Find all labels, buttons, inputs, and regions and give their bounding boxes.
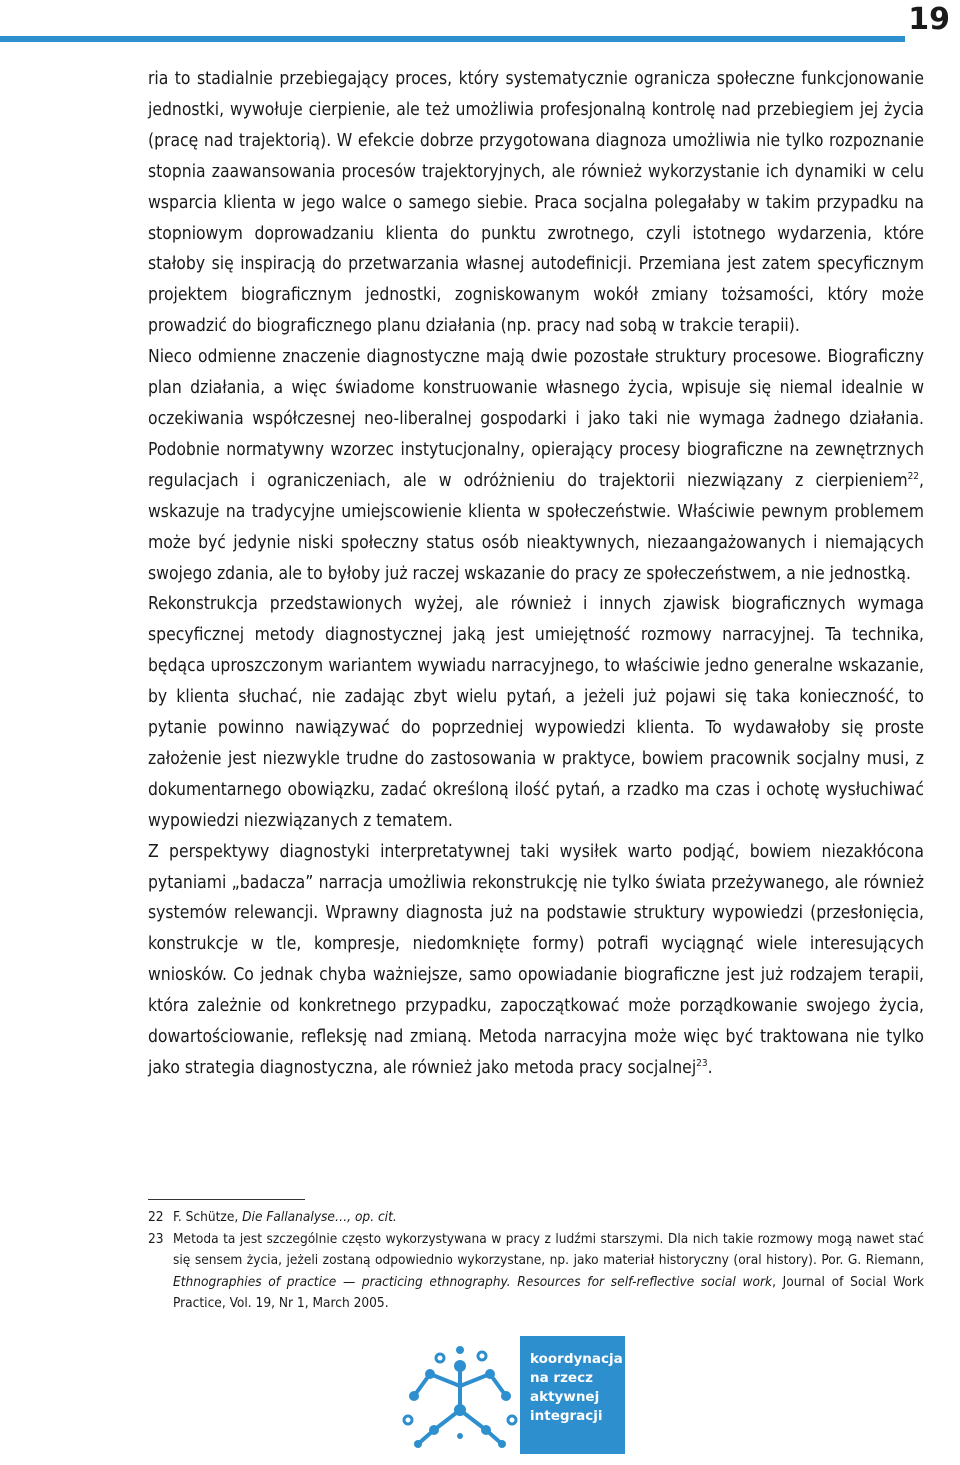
paragraph-3: Rekonstrukcja przedstawionych wyżej, ale również i innych zjawisk biograficznych wymaga specyficznej metody diagnostycznej jaką jest umiejętność rozmowy narracyjnej. Ta technika, będąca uproszczonym wariantem wywiadu narracyjnego, to właściwie jedno generalne wskazanie, by klienta słuchać, nie zadając zbyt wielu pytań, a jeżeli już pojawi się taka konieczność, to pytanie powinno nawiązywać do poprzedniej wypowiedzi klienta. To wydawałoby się proste założenie jest niezwykle trudne do zastosowania w praktyce, bowiem pracownik socjalny musi, z dokumentarnego obowiązku, zadać określoną ilość pytań, a rzadko ma czas i ochotę wysłuchiwać wypowiedzi niezwiązanych z tematem. <box>148 594 924 831</box>
logo-line: integracji <box>530 1408 603 1424</box>
main-text <box>148 64 924 1084</box>
footnotes <box>148 1207 924 1315</box>
footnote-text: Metoda ta jest szczególnie często wykorzystywana w pracy z ludźmi starszymi. Dla nich takie rozmowy mogą nawet stać się sensem życia, jeżeli zostaną odpowiednio wykorzystane, np. jako materiał historyczny (oral history). Por. G. Riemann, Ethnographies of practice — practicing ethnography. Resources for self-reflective social work, Journal of Social Work Practice, Vol. 19, Nr 1, March 2005. <box>173 1230 924 1311</box>
logo-wordmark <box>520 1336 625 1454</box>
paragraph-2: Nieco odmienne znaczenie diagnostyczne mają dwie pozostałe struktury procesowe. Biograficzny plan działania, a więc świadome konstruowanie własnego życia, wpisuje się niemal idealnie w oczekiwania współczesnej neo-liberalnej gospodarki i jako taki nie wymaga żadnego działania. Podobnie normatywny wzorzec instytucjonalny, opierający procesy biograficzne na zewnętrznych regulacjach i ograniczeniach, ale w odróżnieniu do trajektorii niezwiązany z cierpieniem$^{22}$, wskazuje na tradycyjne umiejscowienie klienta w społeczeństwie. Właściwie pewnym problemem może być jedynie niski społeczny status osób nieaktywnych, niezaangażowanych i niemających swojego zdania, ale to byłoby już raczej wskazanie do pracy ze społeczeństwem, a nie jednostką. <box>148 347 924 584</box>
network-molecule-icon <box>400 1336 520 1454</box>
header-rule <box>0 36 905 42</box>
paragraph-4: Z perspektywy diagnostyki interpretatywnej taki wysiłek warto podjąć, bowiem niezakłócona pytaniami „badacza” narracja umożliwia rekonstrukcję nie tylko świata przeżywanego, ale również systemów relewancji. Wprawny diagnosta już na podstawie struktury wypowiedzi (przesłonięcia, konstrukcje w tle, kompresje, niedomknięte formy) potrafi wyciągnąć wiele interesujących wniosków. Co jednak chyba ważniejsze, samo opowiadanie biograficzne jest już rodzajem terapii, która zależnie od konkretnego przypadku, zapoczątkować może porządkowanie swojego życia, dowartościowanie, refleksję nad zmianą. Metoda narracyjna może więc być traktowana nie tylko jako strategia diagnostyczna, ale również jako metoda pracy socjalnej$^{23}$. <box>148 841 924 1078</box>
footnote-number: 23 <box>148 1230 164 1247</box>
logo-line: koordynacja <box>530 1351 623 1367</box>
footnote-separator <box>148 1199 305 1200</box>
footnote-text: F. Schütze, Die Fallanalyse…, op. cit. <box>173 1209 397 1225</box>
footnote-23 <box>148 1229 924 1315</box>
footnote-22 <box>148 1207 924 1229</box>
page-number: 19 <box>908 2 950 37</box>
footnote-ref-22[interactable]: 22 <box>907 470 920 482</box>
logo-line: aktywnej <box>530 1389 600 1405</box>
footnote-number: 22 <box>148 1209 164 1225</box>
logo <box>400 1336 625 1454</box>
footnote-ref-23[interactable]: 23 <box>696 1058 708 1070</box>
logo-line: na rzecz <box>530 1370 593 1386</box>
paragraph-1: ria to stadialnie przebiegający proces, który systematycznie ogranicza społeczne funkcjonowanie jednostki, wywołuje cierpienie, ale też umożliwia profesjonalną kontrolę nad przebiegiem jej życia (pracę nad trajektorią). W efekcie dobrze przygotowana diagnoza umożliwia nie tylko rozpoznanie stopnia zaawansowania procesów trajektoryjnych, ale również wykorzystanie ich dynamiki w celu wsparcia klienta w jego walce o samego siebie. Praca socjalna polegałaby w takim przypadku na stopniowym doprowadzaniu klienta do punktu zwrotnego, czyli istotnego wydarzenia, które stałoby się inspiracją do przetwarzania własnej autodefinicji. Przemiana jest zatem specyficznym projektem biograficznym jednostki, zogniskowanym wokół zmiany tożsamości, który może prowadzić do biograficznego planu działania (np. pracy nad sobą w trakcie terapii). <box>148 69 924 337</box>
